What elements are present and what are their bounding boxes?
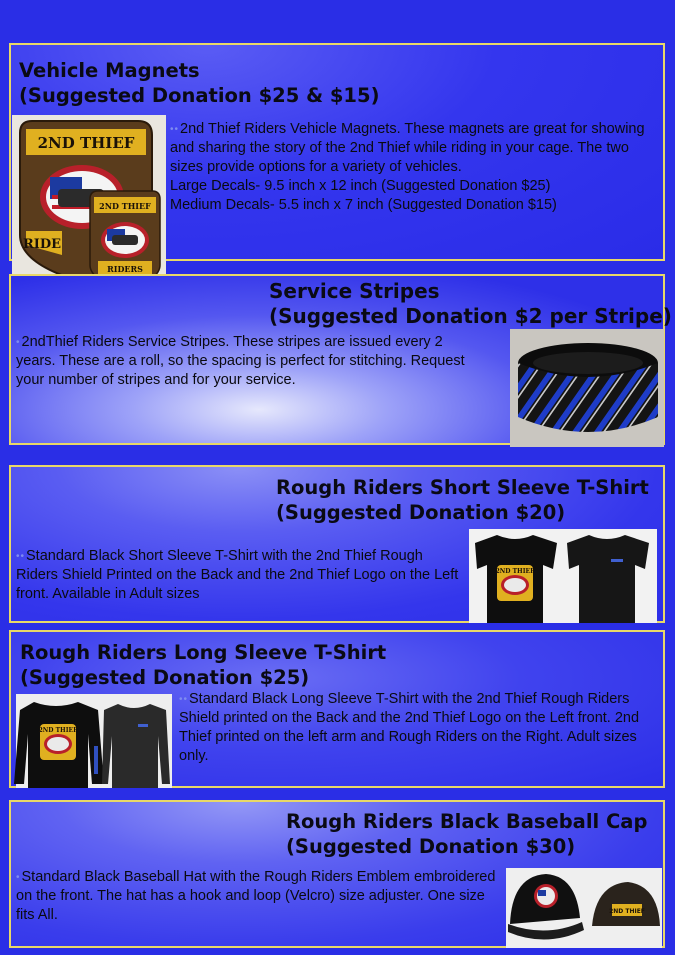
bullet-marker: •• [16, 551, 26, 562]
baseball-cap-front-icon [508, 874, 584, 940]
baseball-cap-donation: (Suggested Donation $30) [286, 835, 576, 858]
long-sleeve-photo [16, 694, 172, 788]
vehicle-magnets-title [19, 58, 379, 108]
short-sleeve-desc-text: Standard Black Short Sleeve T-Shirt with the 2nd Thief Rough Riders Shield Printed on the Back and the 2nd Thief Logo on the Left front. Available in Adult sizes [16, 548, 459, 602]
small-magnet-bottom-text: RIDERS [107, 264, 143, 274]
vehicle-magnets-title-line1: Vehicle Magnets [19, 59, 200, 82]
short-sleeve-front-shirt-icon [567, 535, 649, 623]
baseball-cap-desc-text: Standard Black Baseball Hat with the Rough Riders Emblem embroidered on the front. The hat has a hook and loop (Velcro) size adjuster. One size fits All. [16, 869, 496, 923]
service-stripes-photo [510, 329, 664, 447]
short-sleeve-title [276, 475, 649, 525]
long-sleeve-shirt-text: 2ND THIEF [38, 727, 78, 734]
large-magnet-bottom-text: RIDE [22, 237, 62, 252]
baseball-cap-card [9, 800, 665, 948]
short-sleeve-photo [469, 529, 657, 623]
short-sleeve-shirt-text: 2ND THIEF [495, 568, 535, 575]
service-stripes-title-line1: Service Stripes [269, 279, 440, 303]
long-sleeve-title [20, 640, 386, 690]
service-stripes-desc-text: 2ndThief Riders Service Stripes. These stripes are issued every 2 years. These are a roll, so the spacing is perfect for stitching. Request your number of stripes and for your service. [16, 334, 465, 388]
baseball-cap-text: 2ND THIEF [609, 908, 645, 915]
baseball-cap-photo [506, 868, 662, 948]
vehicle-magnets-photo [12, 115, 166, 292]
baseball-cap-back-icon [592, 882, 660, 926]
long-sleeve-front-shirt-icon [102, 704, 170, 788]
service-stripes-donation: (Suggested Donation $2 per Stripe) [269, 304, 672, 328]
large-decals-size: Large Decals- 9.5 inch x 12 inch (Suggested Donation $25) [170, 178, 551, 194]
long-sleeve-description [179, 690, 659, 766]
vehicle-magnets-card [9, 43, 665, 274]
long-sleeve-card [9, 630, 665, 788]
short-sleeve-title-line1: Rough Riders Short Sleeve T-Shirt [276, 476, 649, 499]
bullet-marker: •• [179, 694, 189, 705]
baseball-cap-title [286, 809, 647, 859]
long-sleeve-donation: (Suggested Donation $25) [20, 666, 310, 689]
short-sleeve-donation: (Suggested Donation $20) [276, 501, 566, 524]
vehicle-magnets-description [170, 120, 660, 215]
service-stripes-title [269, 279, 672, 329]
service-stripes-description [16, 333, 476, 390]
bullet-marker: •• [170, 124, 180, 135]
small-magnet-top-text: 2ND THIEF [99, 201, 151, 211]
vehicle-magnets-donation: (Suggested Donation $25 & $15) [19, 84, 380, 107]
medium-decals-size: Medium Decals- 5.5 inch x 7 inch (Suggested Donation $15) [170, 197, 557, 213]
bullet-marker: • [16, 337, 21, 348]
long-sleeve-title-line1: Rough Riders Long Sleeve T-Shirt [20, 641, 387, 664]
large-magnet-top-text: 2ND THIEF [37, 134, 135, 152]
vehicle-magnets-desc-text: 2nd Thief Riders Vehicle Magnets. These magnets are great for showing and sharing the story of the 2nd Thief while riding in your cage. The two sizes provide options for a variety of vehicles. [170, 121, 645, 175]
short-sleeve-card [9, 465, 665, 623]
short-sleeve-back-shirt-icon [475, 535, 557, 623]
short-sleeve-description [16, 547, 461, 604]
bullet-marker: • [16, 872, 21, 883]
service-stripes-card [9, 274, 672, 445]
long-sleeve-desc-text: Standard Black Long Sleeve T-Shirt with the 2nd Thief Rough Riders Shield printed on the Back and the 2nd Thief Logo on the Left front. 2nd Thief printed on the left arm and Rough Riders on the Right. Adult sizes only. [179, 691, 640, 764]
baseball-cap-description [16, 868, 496, 925]
long-sleeve-back-shirt-icon [14, 702, 104, 788]
baseball-cap-title-line1: Rough Riders Black Baseball Cap [286, 810, 648, 833]
